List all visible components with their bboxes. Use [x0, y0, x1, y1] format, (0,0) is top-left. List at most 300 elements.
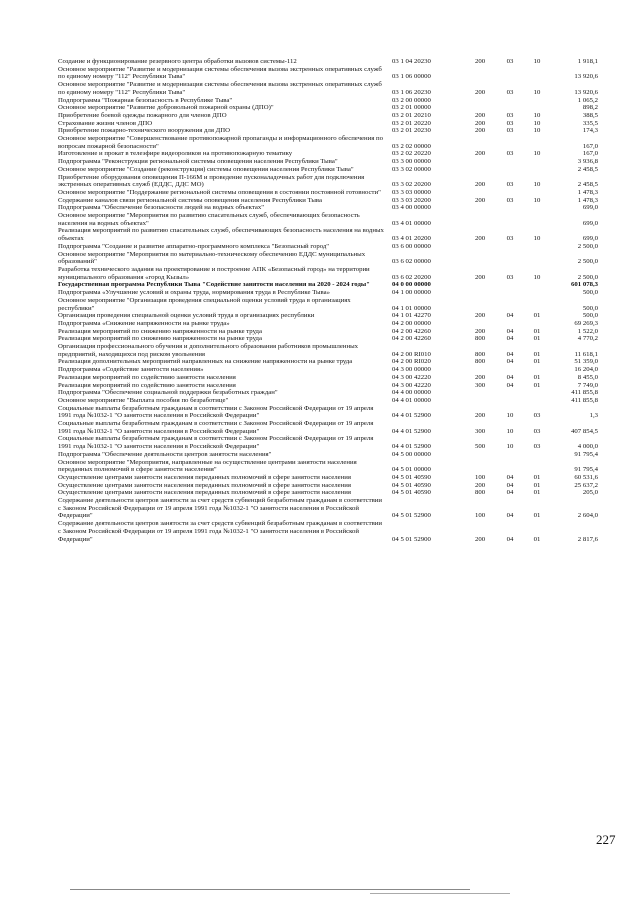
amount-cell: 1 065,2: [577, 96, 598, 104]
table-row: [58, 127, 598, 135]
row-name-cell: Организация проведения специальной оценки условий труда в организациях республики: [58, 312, 315, 320]
section-cell: 04: [506, 335, 514, 343]
amount-cell: 2 817,6: [577, 535, 598, 543]
section-cell: [496, 389, 524, 397]
row-name-cell: Содержание каналов связи региональной системы оповещения населения Республики Тыва: [58, 196, 322, 204]
expense-type-cell: [464, 104, 496, 112]
table-row: [58, 135, 598, 150]
expense-type-cell: 300: [474, 427, 486, 435]
amount-cell: 4 000,0: [577, 443, 598, 451]
subsection-cell: 10: [533, 181, 541, 189]
expense-type-cell: 800: [474, 335, 486, 343]
section-cell: 04: [506, 489, 514, 497]
amount-cell: 699,0: [582, 204, 598, 212]
table-row: [58, 335, 598, 343]
section-cell: 04: [506, 535, 514, 543]
section-cell: 03: [506, 127, 514, 135]
section-cell: 03: [506, 273, 514, 281]
row-name-cell: Основное мероприятие "Поддержание региональной системы оповещения в состоянии постоянной готовности": [58, 188, 381, 196]
amount-cell: 4 770,2: [577, 335, 598, 343]
budget-table-body: [58, 58, 598, 543]
row-name-cell: Разработка технического задания на проектирование и построение АПК «Безопасный город» на территории муниципального образования «город Кызыл»: [58, 265, 370, 281]
subsection-cell: [524, 451, 550, 459]
row-name-cell: Основное мероприятие "Развитие и модернизация системы обеспечения вызова экстренных оперативных служб по единому номеру "112" Республики Тыва": [58, 81, 382, 96]
amount-cell: 60 531,6: [574, 473, 598, 481]
table-row: [58, 474, 598, 482]
subsection-cell: 10: [533, 235, 541, 243]
target-code-cell: 04 4 00 00000: [392, 389, 431, 397]
table-row: [58, 328, 598, 336]
row-name-cell: Реализация мероприятий по содействию занятости населения: [58, 381, 236, 389]
target-code-cell: 03 3 00 00000: [392, 158, 431, 166]
section-cell: 04: [506, 473, 514, 481]
row-name-cell: Подпрограмма "Обеспечение безопасности людей на водных объектах": [58, 204, 265, 212]
target-code-cell: 03 2 02 00000: [392, 142, 431, 150]
table-row: [58, 520, 598, 543]
row-name-cell: Содержание деятельности центров занятости за счет средств субвенций безработным гражданам в соответствии с Законом Российской Федерации от 19 апреля 1991 года №1032-1 "О занятости населения в Российской Федерации": [58, 497, 383, 520]
section-cell: 03: [506, 58, 514, 65]
target-code-cell: 04 5 00 00000: [392, 450, 431, 458]
amount-cell: 7 749,0: [577, 381, 598, 389]
row-name-cell: Основное мероприятие "Выплата пособия по безработице": [58, 396, 229, 404]
expense-type-cell: [464, 66, 496, 81]
table-row: [58, 204, 598, 212]
subsection-cell: 01: [533, 373, 541, 381]
target-code-cell: 03 2 01 20220: [392, 119, 431, 127]
subsection-cell: [524, 281, 550, 289]
row-name-cell: Подпрограмма "Пожарная безопасность в Республике Тыва": [58, 96, 233, 104]
section-cell: [496, 459, 524, 474]
section-cell: 03: [506, 111, 514, 119]
expense-type-cell: [464, 281, 496, 289]
table-row: [58, 58, 598, 66]
subsection-cell: [524, 66, 550, 81]
row-name-cell: Подпрограмма «Улучшение условий и охраны труда, нормирования труда в Республике Тыва»: [58, 289, 331, 297]
table-row: [58, 343, 598, 358]
table-row: [58, 358, 598, 366]
expense-type-cell: 200: [474, 235, 486, 243]
table-row: [58, 227, 598, 242]
expense-type-cell: 200: [474, 150, 486, 158]
section-cell: [496, 281, 524, 289]
expense-type-cell: 100: [474, 512, 486, 520]
subsection-cell: [524, 166, 550, 174]
target-code-cell: 04 4 01 52900: [392, 443, 431, 451]
expense-type-cell: 800: [474, 489, 486, 497]
table-row: [58, 166, 598, 174]
subsection-cell: 10: [533, 119, 541, 127]
row-name-cell: Осуществление центрами занятости населения переданных полномочий в сфере занятости населения: [58, 489, 351, 497]
amount-cell: 1 918,1: [577, 58, 598, 65]
target-code-cell: 04 2 00 42260: [392, 335, 431, 343]
footer-divider-short: [370, 893, 510, 894]
row-name-cell: Подпрограмма «Содействие занятости населения»: [58, 366, 204, 374]
subsection-cell: [524, 135, 550, 150]
amount-cell: 3 936,8: [577, 158, 598, 166]
section-cell: 04: [506, 481, 514, 489]
table-row: [58, 297, 598, 312]
subsection-cell: [524, 189, 550, 197]
subsection-cell: [524, 212, 550, 227]
row-name-cell: Основное мероприятие "Развитие и модернизация системы обеспечения вызова экстренных оперативных служб по единому номеру "112" Республики Тыва": [58, 65, 382, 81]
expense-type-cell: [464, 389, 496, 397]
table-row: [58, 120, 598, 128]
section-cell: 10: [506, 412, 514, 420]
amount-cell: 2 458,5: [577, 181, 598, 189]
target-code-cell: 03 2 01 20230: [392, 127, 431, 135]
row-name-cell: Основное мероприятие "Мероприятия, направленные на осуществление центрами занятости населения переданных полномочий в сфере занятости населения": [58, 458, 357, 474]
target-code-cell: 04 1 00 00000: [392, 289, 431, 297]
budget-table: [58, 58, 598, 543]
table-row: [58, 435, 598, 450]
target-code-cell: 03 3 03 20200: [392, 196, 431, 204]
section-cell: 10: [506, 427, 514, 435]
expense-type-cell: 800: [474, 350, 486, 358]
expense-type-cell: 200: [474, 273, 486, 281]
section-cell: [496, 204, 524, 212]
subsection-cell: 01: [533, 381, 541, 389]
subsection-cell: 10: [533, 88, 541, 96]
section-cell: [496, 66, 524, 81]
expense-type-cell: [464, 289, 496, 297]
amount-cell: 167,0: [582, 150, 598, 158]
target-code-cell: 04 2 00 RI010: [392, 350, 431, 358]
target-code-cell: 04 5 01 52900: [392, 512, 431, 520]
expense-type-cell: [464, 212, 496, 227]
subsection-cell: 01: [533, 312, 541, 320]
amount-cell: 335,5: [582, 119, 598, 127]
row-name-cell: Реализация мероприятий по снижению напряженности на рынке труда: [58, 335, 262, 343]
expense-type-cell: [464, 204, 496, 212]
table-row: [58, 66, 598, 81]
target-code-cell: 03 1 06 20230: [392, 88, 431, 96]
amount-cell: 2 500,0: [577, 273, 598, 281]
section-cell: 03: [506, 181, 514, 189]
amount-cell: 69 269,3: [574, 319, 598, 327]
amount-cell: 699,0: [582, 235, 598, 243]
row-name-cell: Приобретение пожарно-технического вооружения для ДПО: [58, 127, 230, 135]
table-row: [58, 389, 598, 397]
subsection-cell: 03: [533, 412, 541, 420]
amount-cell: 601 078,3: [571, 281, 598, 289]
target-code-cell: 03 2 00 00000: [392, 96, 431, 104]
section-cell: [496, 97, 524, 105]
target-code-cell: 03 2 01 20210: [392, 111, 431, 119]
target-code-cell: 04 1 01 42270: [392, 312, 431, 320]
amount-cell: 91 795,4: [574, 450, 598, 458]
target-code-cell: 03 6 02 20200: [392, 273, 431, 281]
subsection-cell: 01: [533, 358, 541, 366]
expense-type-cell: 200: [474, 181, 486, 189]
target-code-cell: 03 6 02 00000: [392, 258, 431, 266]
amount-cell: 1 478,3: [577, 196, 598, 204]
section-cell: 04: [506, 373, 514, 381]
table-row: [58, 174, 598, 189]
section-cell: 04: [506, 358, 514, 366]
table-row: [58, 197, 598, 205]
expense-type-cell: 500: [474, 443, 486, 451]
section-cell: [496, 451, 524, 459]
subsection-cell: 01: [533, 335, 541, 343]
table-row: [58, 281, 598, 289]
subsection-cell: 10: [533, 196, 541, 204]
amount-cell: 388,5: [582, 111, 598, 119]
subsection-cell: 01: [533, 535, 541, 543]
table-row: [58, 266, 598, 281]
target-code-cell: 03 2 02 20220: [392, 150, 431, 158]
table-row: [58, 112, 598, 120]
amount-cell: 407 854,5: [571, 427, 598, 435]
footer-divider: [70, 889, 470, 890]
section-cell: 03: [506, 119, 514, 127]
row-name-cell: Реализация мероприятий по содействию занятости населения: [58, 373, 236, 381]
target-code-cell: 03 3 02 00000: [392, 165, 431, 173]
section-cell: [496, 135, 524, 150]
target-code-cell: 04 0 00 00000: [392, 281, 431, 289]
amount-cell: 16 204,0: [574, 366, 598, 374]
subsection-cell: [524, 397, 550, 405]
expense-type-cell: [464, 320, 496, 328]
expense-type-cell: [464, 251, 496, 266]
subsection-cell: 03: [533, 443, 541, 451]
target-code-cell: 03 4 01 20200: [392, 235, 431, 243]
target-code-cell: 04 2 00 42260: [392, 327, 431, 335]
row-name-cell: Основное мероприятие "Совершенствование противопожарной пропаганды и информационного обеспечения по вопросам пожарной безопасности": [58, 135, 384, 150]
subsection-cell: 10: [533, 150, 541, 158]
section-cell: 04: [506, 350, 514, 358]
table-row: [58, 289, 598, 297]
section-cell: 03: [506, 88, 514, 96]
target-code-cell: 03 1 06 00000: [392, 73, 431, 81]
expense-type-cell: 200: [474, 127, 486, 135]
amount-cell: 2 458,5: [577, 165, 598, 173]
subsection-cell: [524, 389, 550, 397]
section-cell: [496, 158, 524, 166]
expense-type-cell: [464, 135, 496, 150]
row-name-cell: Подпрограмма «Снижение напряженности на рынке труда»: [58, 319, 230, 327]
expense-type-cell: 100: [474, 473, 486, 481]
amount-cell: 174,3: [582, 127, 598, 135]
amount-cell: 1 522,0: [577, 327, 598, 335]
section-cell: [496, 104, 524, 112]
amount-cell: 25 637,2: [574, 481, 598, 489]
amount-cell: 13 920,6: [574, 88, 598, 96]
table-row: [58, 81, 598, 96]
table-row: [58, 158, 598, 166]
section-cell: [496, 297, 524, 312]
amount-cell: 500,0: [582, 312, 598, 320]
expense-type-cell: 200: [474, 111, 486, 119]
page-number: 227: [596, 832, 616, 847]
row-name-cell: Основное мероприятие "Мероприятия по материально-техническому обеспечению ЕДДС муниципальных образований": [58, 250, 366, 266]
subsection-cell: [524, 97, 550, 105]
row-name-cell: Подпрограмма "Реконструкция региональной системы оповещения населения Республики Тыва": [58, 158, 338, 166]
subsection-cell: 01: [533, 473, 541, 481]
section-cell: 03: [506, 150, 514, 158]
amount-cell: 1,3: [589, 412, 598, 420]
amount-cell: 500,0: [582, 304, 598, 312]
row-name-cell: Изготовление и прокат в телеэфире видеороликов на противопожарную тематику: [58, 150, 293, 158]
target-code-cell: 03 3 02 20200: [392, 181, 431, 189]
expense-type-cell: 200: [474, 535, 486, 543]
amount-cell: 205,0: [582, 489, 598, 497]
expense-type-cell: [464, 366, 496, 374]
amount-cell: 2 500,0: [577, 242, 598, 250]
table-row: [58, 251, 598, 266]
target-code-cell: 04 5 01 40590: [392, 489, 431, 497]
row-name-cell: Реализация дополнительных мероприятий направленных на снижение напряженности на рынке труда: [58, 358, 353, 366]
target-code-cell: 04 4 01 52900: [392, 412, 431, 420]
table-row: [58, 243, 598, 251]
subsection-cell: [524, 104, 550, 112]
budget-table-page: [58, 58, 598, 543]
amount-cell: 8 455,0: [577, 373, 598, 381]
row-name-cell: Содержание деятельности центров занятости за счет средств субвенций безработным гражданам в соответствии с Законом Российской Федерации от 19 апреля 1991 года №1032-1 "О занятости населения в Российской Федерации": [58, 520, 383, 543]
subsection-cell: 10: [533, 58, 541, 65]
target-code-cell: 04 3 00 42220: [392, 381, 431, 389]
section-cell: [496, 366, 524, 374]
row-name-cell: Подпрограмма "Обеспечение социальной поддержки безработных граждан": [58, 389, 278, 397]
target-code-cell: 04 2 00 RI020: [392, 358, 431, 366]
expense-type-cell: 200: [474, 312, 486, 320]
table-row: [58, 189, 598, 197]
table-row: [58, 497, 598, 520]
row-name-cell: Основное мероприятие "Организация проведения специальной оценки условий труда в организациях республики": [58, 296, 351, 312]
target-code-cell: 03 2 01 00000: [392, 104, 431, 112]
section-cell: [496, 166, 524, 174]
expense-type-cell: [464, 97, 496, 105]
table-row: [58, 212, 598, 227]
amount-cell: 91 795,4: [574, 466, 598, 474]
subsection-cell: 10: [533, 273, 541, 281]
section-cell: 04: [506, 327, 514, 335]
subsection-cell: 10: [533, 127, 541, 135]
target-code-cell: 04 5 01 52900: [392, 535, 431, 543]
section-cell: 04: [506, 312, 514, 320]
subsection-cell: [524, 320, 550, 328]
table-row: [58, 405, 598, 420]
row-name-cell: Реализация мероприятий по снижению напряженности на рынке труда: [58, 327, 262, 335]
target-code-cell: 04 3 00 42220: [392, 373, 431, 381]
subsection-cell: [524, 366, 550, 374]
row-name-cell: Подпрограмма "Создание и развитие аппаратно-программного комплекса "Безопасный город": [58, 242, 330, 250]
section-cell: [496, 251, 524, 266]
table-row: [58, 397, 598, 405]
expense-type-cell: 800: [474, 358, 486, 366]
table-row: [58, 366, 598, 374]
row-name-cell: Реализация мероприятий по развитию спасательных служб, обеспечивающих безопасность населения на водных объектах: [58, 227, 384, 243]
section-cell: [496, 243, 524, 251]
target-code-cell: 03 4 00 00000: [392, 204, 431, 212]
expense-type-cell: 200: [474, 327, 486, 335]
target-code-cell: 04 3 00 00000: [392, 366, 431, 374]
target-code-cell: 03 1 04 20230: [392, 58, 431, 65]
target-code-cell: 04 1 01 00000: [392, 304, 431, 312]
expense-type-cell: [464, 158, 496, 166]
amount-cell: 500,0: [582, 289, 598, 297]
section-cell: [496, 397, 524, 405]
expense-type-cell: 200: [474, 412, 486, 420]
row-name-cell: Социальные выплаты безработным гражданам в соответствии с Законом Российской Федерации от 19 апреля 1991 года №1032-1 "О занятости населения в Российской Федерации": [58, 420, 374, 435]
target-code-cell: 04 2 00 00000: [392, 319, 431, 327]
target-code-cell: 03 4 01 00000: [392, 219, 431, 227]
section-cell: [496, 320, 524, 328]
row-name-cell: Страхование жизни членов ДПО: [58, 119, 153, 127]
amount-cell: 51 359,0: [574, 358, 598, 366]
section-cell: [496, 289, 524, 297]
row-name-cell: Основное мероприятие "Мероприятия по развитию спасательных служб, обеспечивающих безопасность населения на водных объектах": [58, 212, 360, 227]
subsection-cell: [524, 204, 550, 212]
amount-cell: 411 855,8: [571, 396, 598, 404]
section-cell: 03: [506, 196, 514, 204]
amount-cell: 167,0: [582, 142, 598, 150]
target-code-cell: 03 3 03 00000: [392, 188, 431, 196]
row-name-cell: Социальные выплаты безработным гражданам в соответствии с Законом Российской Федерации от 19 апреля 1991 года №1032-1 "О занятости населения в Российской Федерации": [58, 404, 374, 420]
amount-cell: 699,0: [582, 219, 598, 227]
row-name-cell: Осуществление центрами занятости населения переданных полномочий в сфере занятости населения: [58, 473, 351, 481]
subsection-cell: 01: [533, 350, 541, 358]
subsection-cell: [524, 459, 550, 474]
expense-type-cell: [464, 451, 496, 459]
row-name-cell: Организация профессионального обучения и дополнительного образования работников промышленных предприятий, находящихся под риском увольнения: [58, 343, 359, 358]
subsection-cell: [524, 251, 550, 266]
amount-cell: 11 618,1: [574, 350, 598, 358]
row-name-cell: Приобретение боевой одежды пожарного для членов ДПО: [58, 111, 227, 119]
row-name-cell: Основное мероприятие "Создание (реконструкция) системы оповещения населения Республики Тыва": [58, 165, 354, 173]
table-row: [58, 482, 598, 490]
amount-cell: 2 604,0: [577, 512, 598, 520]
row-name-cell: Подпрограмма "Обеспечение деятельности центров занятости населения": [58, 450, 272, 458]
row-name-cell: Социальные выплаты безработным гражданам в соответствии с Законом Российской Федерации от 19 апреля 1991 года №1032-1 "О занятости населения в Российской Федерации": [58, 435, 374, 451]
section-cell: 04: [506, 512, 514, 520]
expense-type-cell: 200: [474, 58, 486, 65]
expense-type-cell: [464, 189, 496, 197]
row-name-cell: Осуществление центрами занятости населения переданных полномочий в сфере занятости населения: [58, 481, 351, 489]
target-code-cell: 04 5 01 00000: [392, 466, 431, 474]
table-row: [58, 382, 598, 390]
expense-type-cell: 300: [474, 381, 486, 389]
table-row: [58, 489, 598, 497]
amount-cell: 1 478,3: [577, 188, 598, 196]
expense-type-cell: [464, 166, 496, 174]
table-row: [58, 104, 598, 112]
amount-cell: 2 500,0: [577, 258, 598, 266]
expense-type-cell: 200: [474, 373, 486, 381]
expense-type-cell: [464, 297, 496, 312]
row-name-cell: Приобретение оборудования оповещения П-166М и проведение пусконаладочных работ для подключения экстренных оперативных служб (ЕДДС, ДДС МО): [58, 173, 365, 189]
expense-type-cell: 200: [474, 119, 486, 127]
target-code-cell: 03 6 00 00000: [392, 242, 431, 250]
table-row: [58, 459, 598, 474]
table-row: [58, 312, 598, 320]
target-code-cell: 04 4 01 52900: [392, 427, 431, 435]
subsection-cell: 01: [533, 481, 541, 489]
subsection-cell: 10: [533, 111, 541, 119]
row-name-cell: Основное мероприятие "Развитие добровольной пожарной охраны (ДПО)": [58, 104, 274, 112]
table-row: [58, 97, 598, 105]
subsection-cell: 01: [533, 327, 541, 335]
section-cell: 03: [506, 235, 514, 243]
target-code-cell: 04 5 01 40590: [392, 473, 431, 481]
amount-cell: 898,2: [582, 104, 598, 112]
expense-type-cell: [464, 243, 496, 251]
section-cell: 10: [506, 443, 514, 451]
expense-type-cell: 200: [474, 481, 486, 489]
expense-type-cell: 200: [474, 196, 486, 204]
table-row: [58, 150, 598, 158]
section-cell: [496, 189, 524, 197]
table-row: [58, 451, 598, 459]
